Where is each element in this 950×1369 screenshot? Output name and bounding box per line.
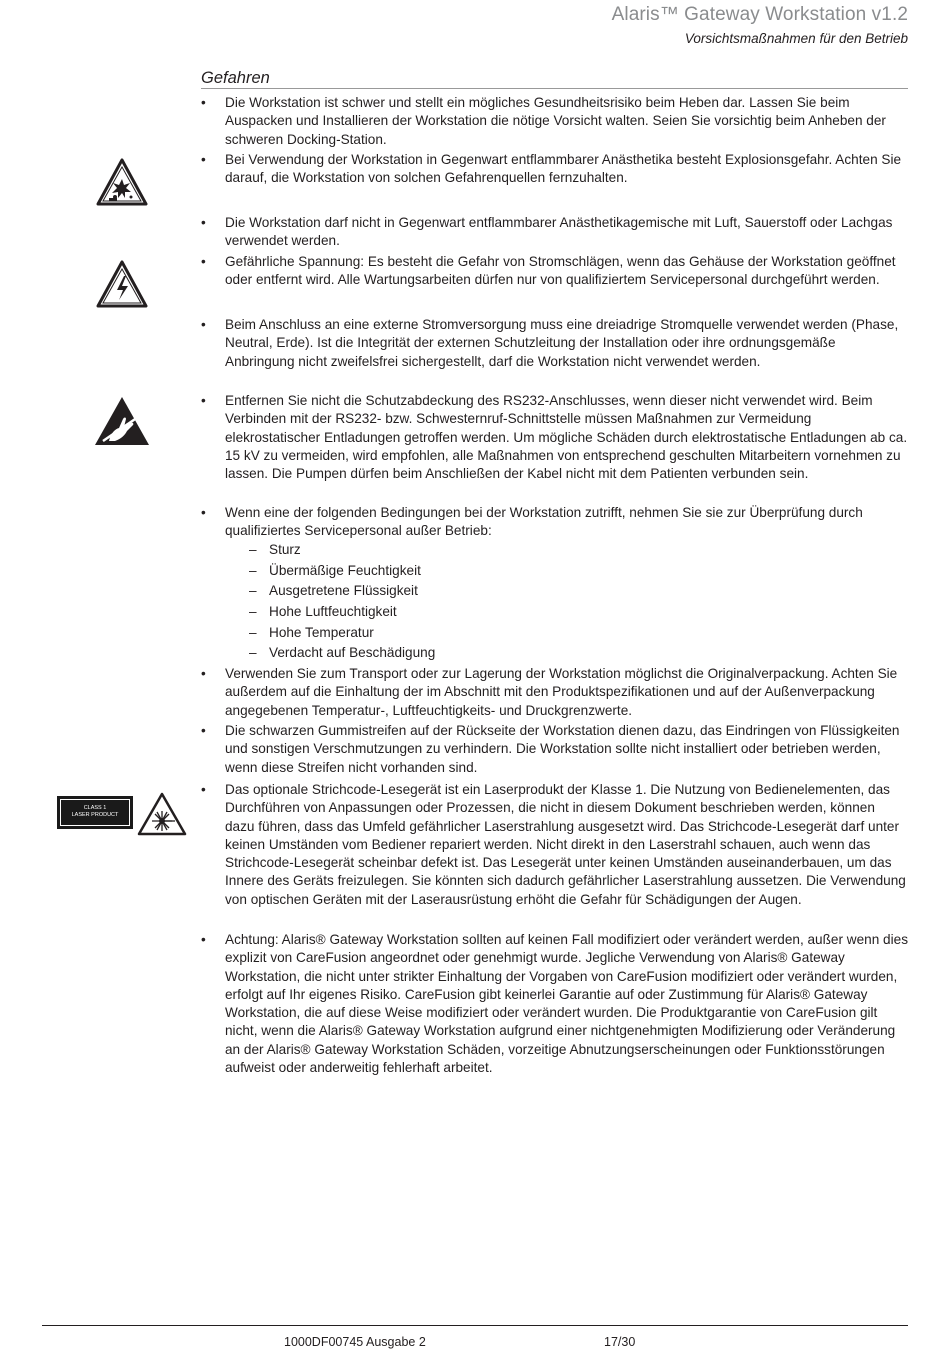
list-item-text: Verwenden Sie zum Transport oder zur Lagerung der Workstation möglichst die Originalverpackung. Achten Sie außerdem auf die Einhaltung der im Abschnitt mit den Produktspezifikationen und auf der Außenverpackung angegebenen Temperatur-, Luftfeuchtigkeits- und Druckgrenzwerte. [225,666,898,718]
bullet-marker: • [201,95,206,110]
laser-label-line1: CLASS 1 [83,805,107,811]
list-item-text: Wenn eine der folgenden Bedingungen bei der Workstation zutrifft, nehmen Sie sie zur Überprüfung durch qualifiziertes Servicepersonal außer Betrieb: [225,505,863,539]
sub-list-item [249,541,435,562]
sub-list-item [249,603,435,624]
list-item-text: Bei Verwendung der Workstation in Gegenwart entflammbarer Anästhetika besteht Explosionsgefahr. Achten Sie darauf, die Workstation von solchen Gefahrenquellen fernzuhalten. [225,152,902,186]
bullet-marker: • [201,215,206,230]
bullet-marker: • [201,505,206,520]
list-item-text: Das optionale Strichcode-Lesegerät ist ein Laserprodukt der Klasse 1. Die Nutzung von Bedienelementen, das Durchführen von Anpassungen oder Prozessen, die nicht in diesem Dokument beschrieben werden, können dazu führen, dass das Umfeld gefährlicher Laserstrahlung ausgesetzt wird. Das Strichcode-Lesegerät darf unter keinen Umständen vom Bediener repariert werden. Nicht direkt in den Laserstrahl schauen, auch wenn das Strichcode-Lesegerät scheinbar defekt ist. Das Lesegerät unter keinen Umständen auseinanderbauen, um das Innere des Geräts freizulegen. Sie könnten sich dadurch gefährlicher Laserstrahlung aussetzen. Die Verwendung von optischen Geräten mit der Laserausrüstung erhöht die Gefahr für Schädigungen der Augen. [225,782,906,907]
chapter-title: Vorsichtsmaßnahmen für den Betrieb [684,31,908,46]
list-item [201,214,908,251]
bullet-marker: • [201,152,206,167]
laser-class-label [57,796,133,829]
document-number: 1000DF00745 Ausgabe 2 [284,1335,426,1349]
explosion-warning-icon [95,157,149,207]
conditions-list [249,541,435,665]
sub-list-item [249,644,435,665]
section-heading: Gefahren [201,69,270,87]
sub-list-item-text: Sturz [269,542,301,557]
bullet-marker: • [201,932,206,947]
list-item-text: Die Workstation ist schwer und stellt ein mögliches Gesundheitsrisiko beim Heben dar. Lassen Sie beim Auspacken und Installieren der Workstation die nötige Vorsicht walten. Seien Sie vorsichtig beim Anheben der schweren Docking-Station. [225,95,886,147]
list-item [201,722,908,777]
list-item-text: Entfernen Sie nicht die Schutzabdeckung des RS232-Anschlusses, wenn dieser nicht verwendet wird. Beim Verbinden mit der RS232- bzw. Schwesternruf-Schnittstelle müssen Maßnahmen zur Vermeidung elekrostatischer Entladungen getroffen werden. Um mögliche Schäden durch elektrostatische Entladungen ab ca. 15 kV zu vermeiden, wird empfohlen, alle Maßnahmen von entsprechend geschulten Mitarbeitern vornehmen zu lassen. Die Pumpen dürfen beim Anschließen der Kabel nicht mit dem Patienten verbunden sein. [225,393,908,482]
list-item [201,781,908,909]
sub-list-item-text: Übermäßige Feuchtigkeit [269,562,421,578]
list-item-text: Die Workstation darf nicht in Gegenwart entflammbarer Anästhetikagemische mit Luft, Sauerstoff oder Lachgas verwendet werden. [225,215,893,249]
page-number: 17/30 [604,1335,636,1349]
list-item [201,665,908,720]
high-voltage-warning-icon [95,259,149,309]
dash-marker: – [249,604,257,620]
list-item [201,253,908,290]
esd-warning-icon [93,395,151,447]
list-item [201,931,908,1077]
dash-marker: – [249,583,257,599]
sub-list-item-text: Ausgetretene Flüssigkeit [269,583,418,599]
list-item [201,151,908,188]
dash-marker: – [249,562,257,578]
bullet-marker: • [201,254,206,269]
bullet-marker: • [201,393,206,408]
list-item-text: Gefährliche Spannung: Es besteht die Gefahr von Stromschlägen, wenn das Gehäuse der Workstation geöffnet oder entfernt wird. Alle Wartungsarbeiten dürfen nur von qualifiziertem Servicepersonal durchgeführt werden. [225,254,896,288]
bullet-marker: • [201,782,206,797]
footer-divider [42,1325,908,1326]
bullet-marker: • [201,317,206,332]
sub-list-item [249,582,435,603]
dash-marker: – [249,542,257,557]
list-item [201,392,908,483]
dash-marker: – [249,624,257,640]
bullet-marker: • [201,723,206,738]
list-item [201,504,908,541]
sub-list-item-text: Verdacht auf Beschädigung [269,645,436,661]
bullet-marker: • [201,666,206,681]
laser-warning-icon [137,792,187,836]
list-item-text: Die schwarzen Gummistreifen auf der Rückseite der Workstation dienen dazu, das Eindringen von Flüssigkeiten und sonstigen Verschmutzungen zu verhindern. Die Workstation sollte nicht installiert oder betrieben werden, wenn diese Streifen nicht vorhanden sind. [225,723,900,775]
list-item [201,94,908,149]
section-divider [201,88,908,89]
list-item-text: Achtung: Alaris® Gateway Workstation sollten auf keinen Fall modifiziert oder verändert werden, außer wenn dies explizit von CareFusion angeordnet oder genehmigt wurde. Jegliche Verwendung von Alaris® Gateway Workstation, die nicht unter strikter Einhaltung der Vorgaben von CareFusion modifiziert oder verändert wurden, erfolgt auf Ihr eigenes Risiko. CareFusion gibt keinerlei Garantie auf oder Zustimmung für Alaris® Gateway Workstation, die auf diese Weise modifiziert oder verändert wurden. Die Produktgarantie von CareFusion gilt nicht, wenn die Alaris® Gateway Workstation aufgrund einer nichtgenehmigten Modifizierung oder Veränderung an der Alaris® Gateway Workstation Schäden, vorzeitige Abnutzungserscheinungen oder Funktionsstörungen aufweist oder anderweitig fehlerhaft arbeitet. [225,932,908,1076]
sub-list-item [249,624,435,645]
laser-label-line2: LASER PRODUCT [71,812,119,818]
list-item [201,316,908,371]
document-title: Alaris™ Gateway Workstation v1.2 [611,4,908,25]
list-item-text: Beim Anschluss an eine externe Stromversorgung muss eine dreiadrige Stromquelle verwendet werden (Phase, Neutral, Erde). Ist die Integrität der externen Schutzleitung der Installation oder ihre ordnungsgemäße Anbringung nicht zweifelsfrei sichergestellt, darf die Workstation nicht verwendet werden. [225,317,899,369]
dash-marker: – [249,645,257,661]
sub-list-item-text: Hohe Temperatur [269,624,374,640]
sub-list-item [249,562,435,583]
sub-list-item-text: Hohe Luftfeuchtigkeit [269,604,397,620]
